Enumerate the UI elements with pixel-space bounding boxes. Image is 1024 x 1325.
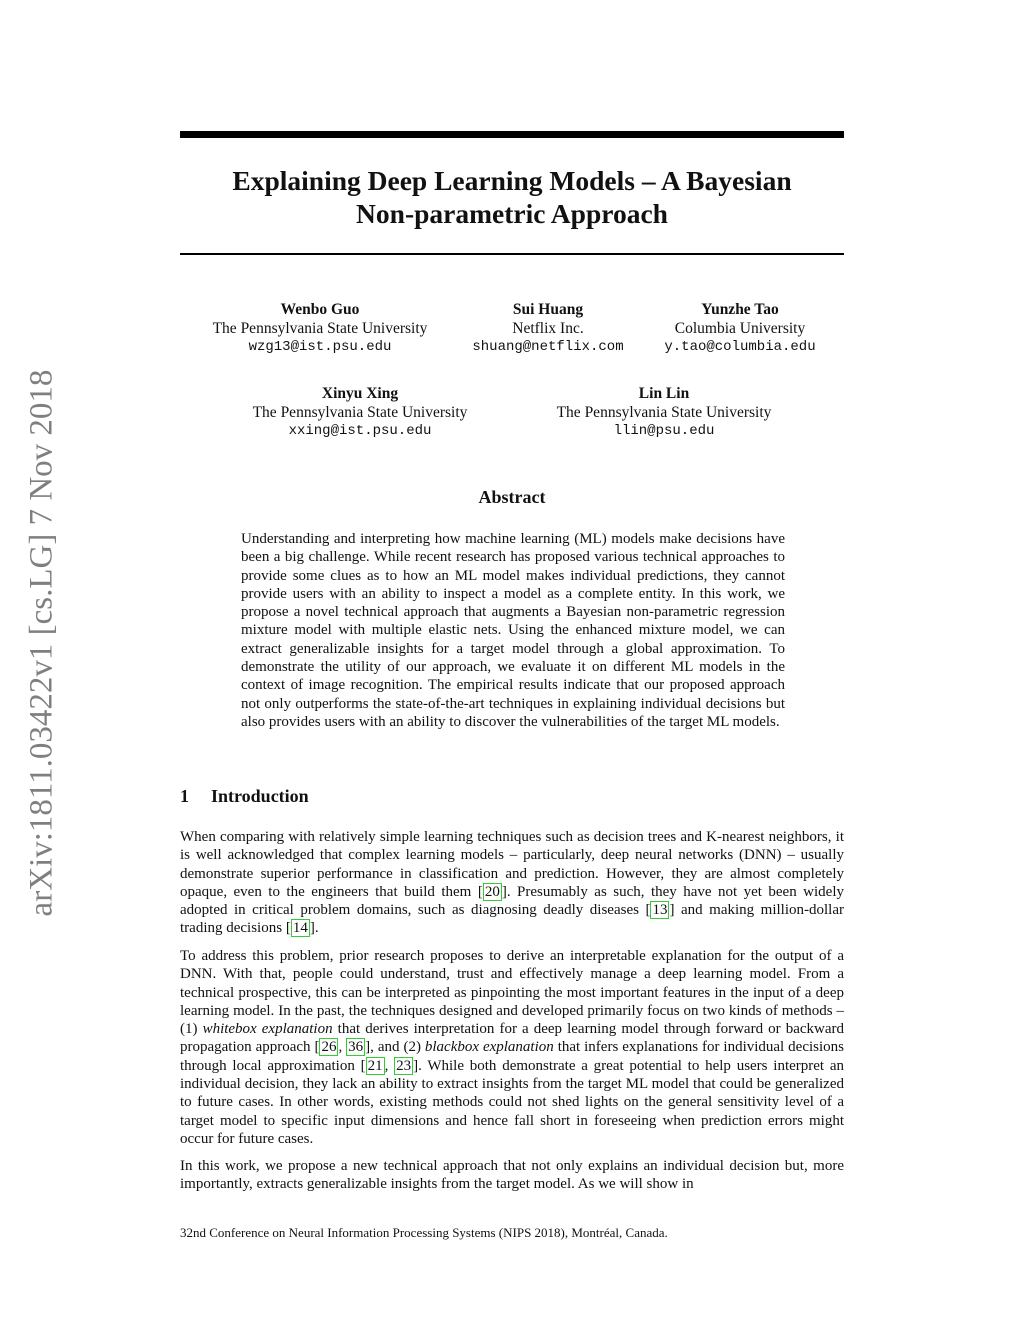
title-line-1: Explaining Deep Learning Models – A Bayesian	[232, 165, 792, 196]
emphasis-term: whitebox explanation	[202, 1021, 333, 1038]
title-bottom-rule	[180, 253, 844, 255]
author-email: y.tao@columbia.edu	[664, 339, 816, 355]
section-heading	[180, 786, 309, 807]
author-block	[650, 300, 830, 357]
intro-paragraph-2: To address this problem, prior research proposes to derive an interpretable explanation for the output of a DNN. With that, people could understand, trust and effectively manage a deep learning model. From a technical prospective, this can be interpreted as pinpointing the most important features in the input of a deep learning model. In the past, the techniques designed and developed primarily focus on two kinds of methods – (1) whitebox explanation that derives interpretation for a deep learning model through forward or backward propagation approach [ 26 , 36 ], and (2) blackbox explanation that infers explanations for individual decisions through local approximation [ 21 , 23 ]. While both demonstrate a great potential to help users interpret an individual decision, they lack an ability to extract insights from the target ML model that could be generalized to future cases. In other words, existing methods could not shed lights on the general sensitivity level of a target model to specific input dimensions and hence fall short in foreseeing when prediction errors might occur for future cases.	[180, 948, 845, 1147]
intro-paragraph-3: In this work, we propose a new technical approach that not only explains an individual decision but, more importantly, extracts generalizable insights from the target model. As we will show in	[180, 1158, 844, 1193]
author-affiliation: The Pennsylvania State University	[252, 404, 468, 421]
author-affiliation: Netflix Inc.	[512, 320, 584, 337]
author-name: Sui Huang	[512, 301, 584, 318]
author-email: xxing@ist.psu.edu	[288, 423, 432, 439]
citation-link[interactable]: 13	[652, 902, 668, 919]
citation-link[interactable]: 36	[348, 1039, 364, 1056]
title-top-rule	[180, 131, 844, 138]
author-affiliation: The Pennsylvania State University	[212, 320, 428, 337]
citation-link[interactable]: 20	[484, 883, 500, 900]
citation-link[interactable]: 21	[367, 1057, 383, 1074]
author-affiliation: The Pennsylvania State University	[556, 404, 772, 421]
author-email: wzg13@ist.psu.edu	[248, 339, 392, 355]
author-block	[240, 384, 480, 441]
paper-title	[180, 164, 844, 230]
author-affiliation: Columbia University	[674, 320, 806, 337]
title-line-2: Non-parametric Approach	[356, 198, 668, 229]
intro-paragraph-1: When comparing with relatively simple learning techniques such as decision trees and K-nearest neighbors, it is well acknowledged that complex learning models – particularly, deep neural networks (DNN) – usually demonstrate superior performance in classification and prediction. However, they are almost completely opaque, even to the engineers that build them [ 20 ]. Presumably as such, they have not yet been widely adopted in critical problem domains, such as diagnosing deadly diseases [ 13 ] and making million-dollar trading decisions [ 14 ].	[180, 829, 844, 937]
author-email: llin@psu.edu	[613, 423, 715, 439]
author-name: Yunzhe Tao	[701, 301, 779, 318]
citation-link[interactable]: 23	[396, 1057, 412, 1074]
emphasis-term: blackbox explanation	[424, 1039, 554, 1056]
author-block	[200, 300, 440, 357]
author-name: Lin Lin	[638, 385, 690, 402]
conference-footnote: 32nd Conference on Neural Information Processing Systems (NIPS 2018), Montréal, Canada.	[180, 1225, 668, 1240]
author-block	[458, 300, 638, 357]
arxiv-identifier: arXiv:1811.03422v1 [cs.LG] 7 Nov 2018	[23, 369, 60, 917]
section-number: 1	[180, 786, 189, 806]
author-name: Wenbo Guo	[280, 301, 360, 318]
author-name: Xinyu Xing	[321, 385, 399, 402]
section-title: Introduction	[211, 786, 309, 806]
abstract-body: Understanding and interpreting how machine learning (ML) models make decisions have been a big challenge. While recent research has proposed various technical approaches to provide some clues as to how an ML model makes individual predictions, they cannot provide users with an ability to inspect a model as a complete entity. In this work, we propose a novel technical approach that augments a Bayesian non-parametric regression mixture model with multiple elastic nets. Using the enhanced mixture model, we can extract generalizable insights for a target model through a global approximation. To demonstrate the utility of our approach, we evaluate it on different ML models in the context of image recognition. The empirical results indicate that our proposed approach not only outperforms the state-of-the-art techniques in explaining individual decisions but also provides users with an ability to discover the vulnerabilities of the target ML models.	[241, 531, 785, 730]
abstract-heading: Abstract	[478, 487, 546, 507]
citation-link[interactable]: 14	[292, 920, 308, 937]
author-block	[544, 384, 784, 441]
author-email: shuang@netflix.com	[472, 339, 624, 355]
citation-link[interactable]: 26	[321, 1039, 337, 1056]
